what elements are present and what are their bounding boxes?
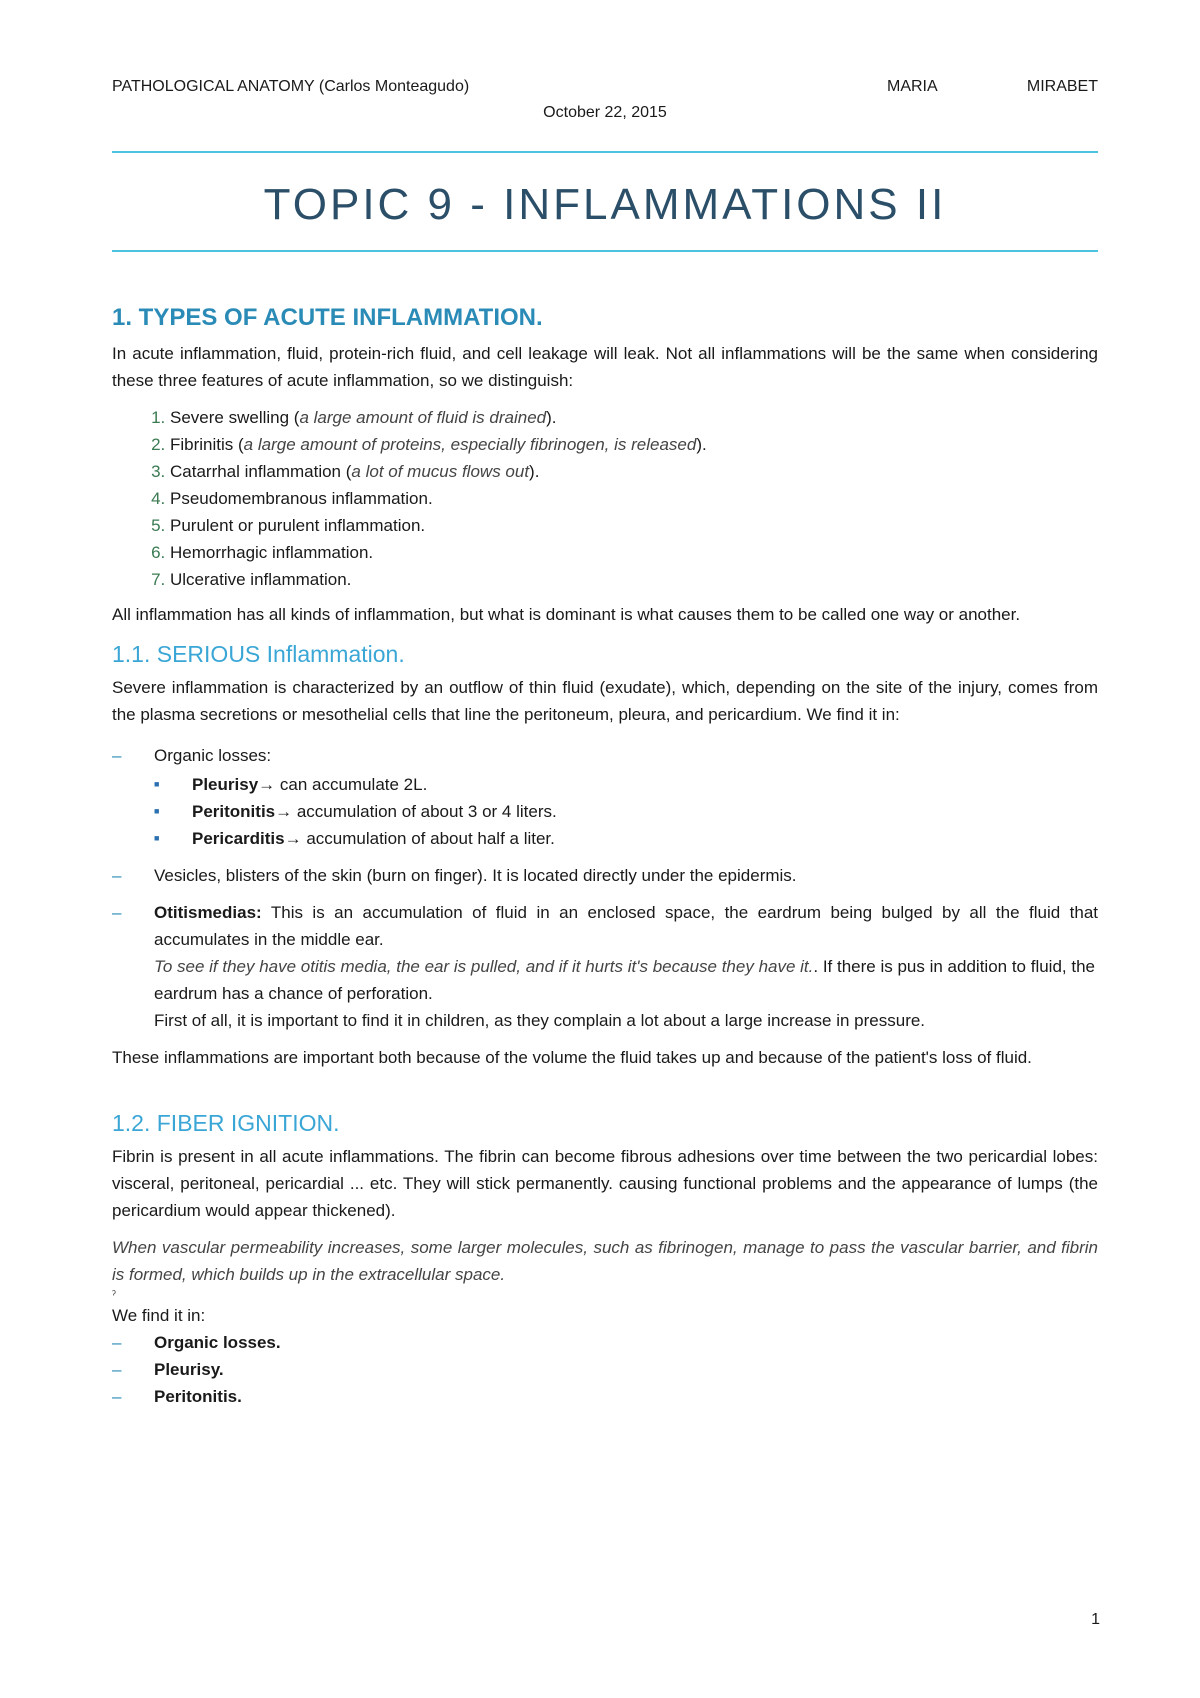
list-item: 1. Severe swelling (a large amount of fluid is drained). bbox=[170, 404, 1098, 431]
document-body bbox=[112, 302, 1098, 1416]
section-heading-1: 1. TYPES OF ACUTE INFLAMMATION. bbox=[112, 304, 543, 331]
page-number: 1 bbox=[1091, 1611, 1100, 1628]
title-rule-top bbox=[112, 151, 1098, 153]
list-item: – Peritonitis. bbox=[112, 1383, 1098, 1410]
author-last-name: MIRABET bbox=[1026, 78, 1098, 95]
serous-locations-list bbox=[112, 742, 1098, 1034]
section12-paragraph: Fibrin is present in all acute inflammations. The fibrin can become fibrous adhesions over time between the two pericardial lobes: visceral, peritoneal, pericardial ... etc. They will stick permanently. causing functional problems and the appearance of lumps (the pericardium would appear thickened). bbox=[112, 1147, 1098, 1220]
author-first-name: MARIA bbox=[887, 78, 938, 95]
list-item: – Vesicles, blisters of the skin (burn on finger). It is located directly under the epidermis. bbox=[112, 862, 1098, 889]
organic-losses-list bbox=[154, 771, 1098, 852]
list-item: – Pleurisy. bbox=[112, 1356, 1098, 1383]
list-item: – Otitismedias: This is an accumulation of fluid in an enclosed space, the eardrum being bulged by all the fluid that accumulates in the middle ear. To see if they have otitis media, the ear is pulled, and if it hurts it's because they have it.. If there is pus in addition to fluid, the eardrum has a chance of perforation. First of all, it is important to find it in children, as they complain a lot about a large increase in pressure. bbox=[112, 899, 1098, 1034]
list-item: 3. Catarrhal inflammation (a lot of mucus flows out). bbox=[170, 458, 1098, 485]
header-date: October 22, 2015 bbox=[543, 104, 667, 121]
list-item: 4. Pseudomembranous inflammation. bbox=[170, 485, 1098, 512]
stray-mark: ˀ bbox=[112, 1289, 116, 1301]
section1-summary: All inflammation has all kinds of inflammation, but what is dominant is what causes them to be called one way or another. bbox=[112, 605, 1021, 624]
page-header bbox=[112, 78, 1098, 100]
course-name: PATHOLOGICAL ANATOMY (Carlos Monteagudo) bbox=[112, 78, 470, 95]
page-title: TOPIC 9 - INFLAMMATIONS II bbox=[263, 180, 947, 229]
list-item: 5. Purulent or purulent inflammation. bbox=[170, 512, 1098, 539]
list-item: 6. Hemorrhagic inflammation. bbox=[170, 539, 1098, 566]
section1-intro: In acute inflammation, fluid, protein-rich fluid, and cell leakage will leak. Not all inflammations will be the same when considering these three features of acute inflammation, so we distinguish: bbox=[112, 344, 1098, 390]
section12-italic-paragraph: When vascular permeability increases, some larger molecules, such as fibrinogen, manage to pass the vascular barrier, and fibrin is formed, which builds up in the extracellular space. bbox=[112, 1238, 1098, 1284]
list-item: ■ Pleurisy→ can accumulate 2L. bbox=[154, 771, 1098, 798]
section11-closing: These inflammations are important both because of the volume the fluid takes up and because of the patient's loss of fluid. bbox=[112, 1048, 1032, 1067]
list-item: – Organic losses: ■ Pleurisy→ can accumulate 2L. ■ Peritonitis→ accumulation of about 3 or 4 liters. ■ Pericarditis→ accumulation of about half a liter. bbox=[112, 742, 1098, 852]
section12-find-label: We find it in: bbox=[112, 1306, 206, 1325]
inflammation-types-list bbox=[112, 404, 1098, 593]
title-rule-bottom bbox=[112, 250, 1098, 252]
list-item: ■ Peritonitis→ accumulation of about 3 or 4 liters. bbox=[154, 798, 1098, 825]
section-heading-1-2: 1.2. FIBER IGNITION. bbox=[112, 1110, 340, 1136]
list-item: 7. Ulcerative inflammation. bbox=[170, 566, 1098, 593]
fibrinous-locations-list bbox=[112, 1329, 1098, 1410]
list-item: – Organic losses. bbox=[112, 1329, 1098, 1356]
list-item: ■ Pericarditis→ accumulation of about half a liter. bbox=[154, 825, 1098, 852]
section-heading-1-1: 1.1. SERIOUS Inflammation. bbox=[112, 641, 405, 667]
list-item: 2. Fibrinitis (a large amount of proteins, especially fibrinogen, is released). bbox=[170, 431, 1098, 458]
section11-intro: Severe inflammation is characterized by an outflow of thin fluid (exudate), which, depending on the site of the injury, comes from the plasma secretions or mesothelial cells that line the peritoneum, pleura, and pericardium. We find it in: bbox=[112, 678, 1098, 724]
